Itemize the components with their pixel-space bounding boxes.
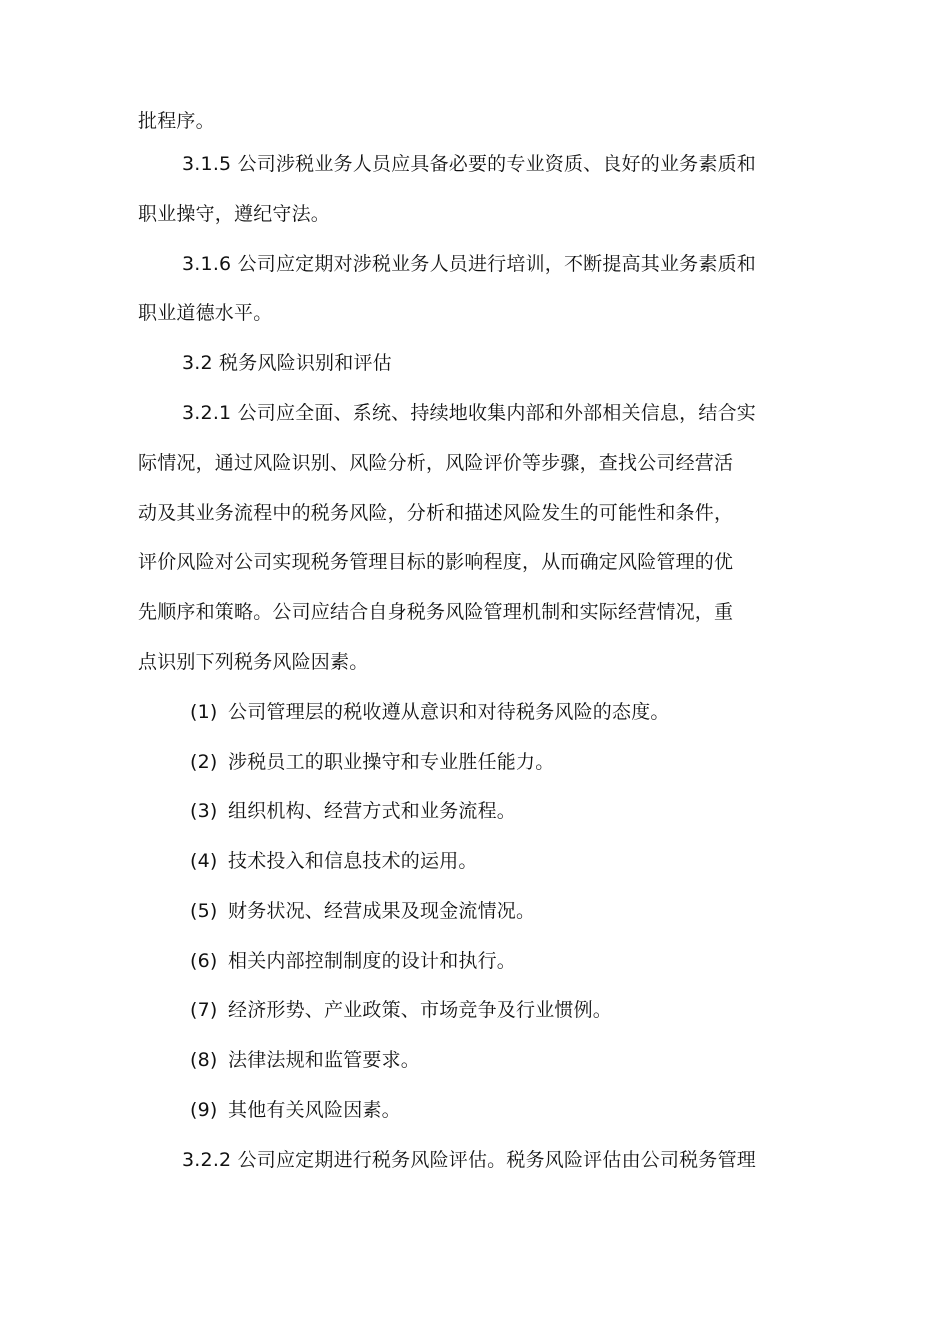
list-item-text: 技术投入和信息技术的运用。 <box>228 850 478 872</box>
list-item <box>190 946 516 976</box>
list-item <box>190 846 478 876</box>
list-item <box>190 747 554 777</box>
text-line-9: 动及其业务流程中的税务风险，分析和描述风险发生的可能性和条件， <box>138 502 734 524</box>
text-line-5: 职业道德水平。 <box>138 302 273 324</box>
list-item-text: 相关内部控制制度的设计和执行。 <box>228 950 517 972</box>
list-item-text: 公司管理层的税收遵从意识和对待税务风险的态度。 <box>228 701 670 723</box>
list-item-text: 财务状况、经营成果及现金流情况。 <box>228 900 536 922</box>
list-item-number: (1) <box>190 701 218 723</box>
list-item-number: (5) <box>190 900 218 922</box>
list-item <box>190 896 535 926</box>
list-item-text: 其他有关风险因素。 <box>228 1099 401 1121</box>
text-line-1: 批程序。 <box>138 110 215 132</box>
text-line-3: 职业操守，遵纪守法。 <box>138 203 331 225</box>
list-item <box>190 1045 420 1075</box>
list-item <box>190 995 612 1025</box>
list-item-text: 法律法规和监管要求。 <box>228 1049 421 1071</box>
list-item-number: (4) <box>190 850 218 872</box>
text-line-2: 3.1.5 公司涉税业务人员应具备必要的专业资质、良好的业务素质和 <box>182 153 756 175</box>
section-heading-3-2: 3.2 税务风险识别和评估 <box>182 352 392 374</box>
list-item <box>190 697 670 727</box>
text-line-8: 际情况，通过风险识别、风险分析，风险评价等步骤，查找公司经营活 <box>138 452 734 474</box>
text-line-12: 点识别下列税务风险因素。 <box>138 651 369 673</box>
text-line-7: 3.2.1 公司应全面、系统、持续地收集内部和外部相关信息，结合实 <box>182 402 756 424</box>
list-item-text: 经济形势、产业政策、市场竞争及行业惯例。 <box>228 999 613 1021</box>
list-item-number: (2) <box>190 751 218 773</box>
list-item-number: (3) <box>190 800 218 822</box>
list-item-text: 组织机构、经营方式和业务流程。 <box>228 800 517 822</box>
list-item-text: 涉税员工的职业操守和专业胜任能力。 <box>228 751 555 773</box>
list-item-number: (9) <box>190 1099 218 1121</box>
list-item <box>190 796 516 826</box>
text-line-4: 3.1.6 公司应定期对涉税业务人员进行培训，不断提高其业务素质和 <box>182 253 756 275</box>
list-item-number: (6) <box>190 950 218 972</box>
list-item <box>190 1095 401 1125</box>
text-line-11: 先顺序和策略。公司应结合自身税务风险管理机制和实际经营情况，重 <box>138 601 734 623</box>
list-item-number: (7) <box>190 999 218 1021</box>
text-line-10: 评价风险对公司实现税务管理目标的影响程度，从而确定风险管理的优 <box>138 551 734 573</box>
text-line-last: 3.2.2 公司应定期进行税务风险评估。税务风险评估由公司税务管理 <box>182 1149 756 1171</box>
list-item-number: (8) <box>190 1049 218 1071</box>
